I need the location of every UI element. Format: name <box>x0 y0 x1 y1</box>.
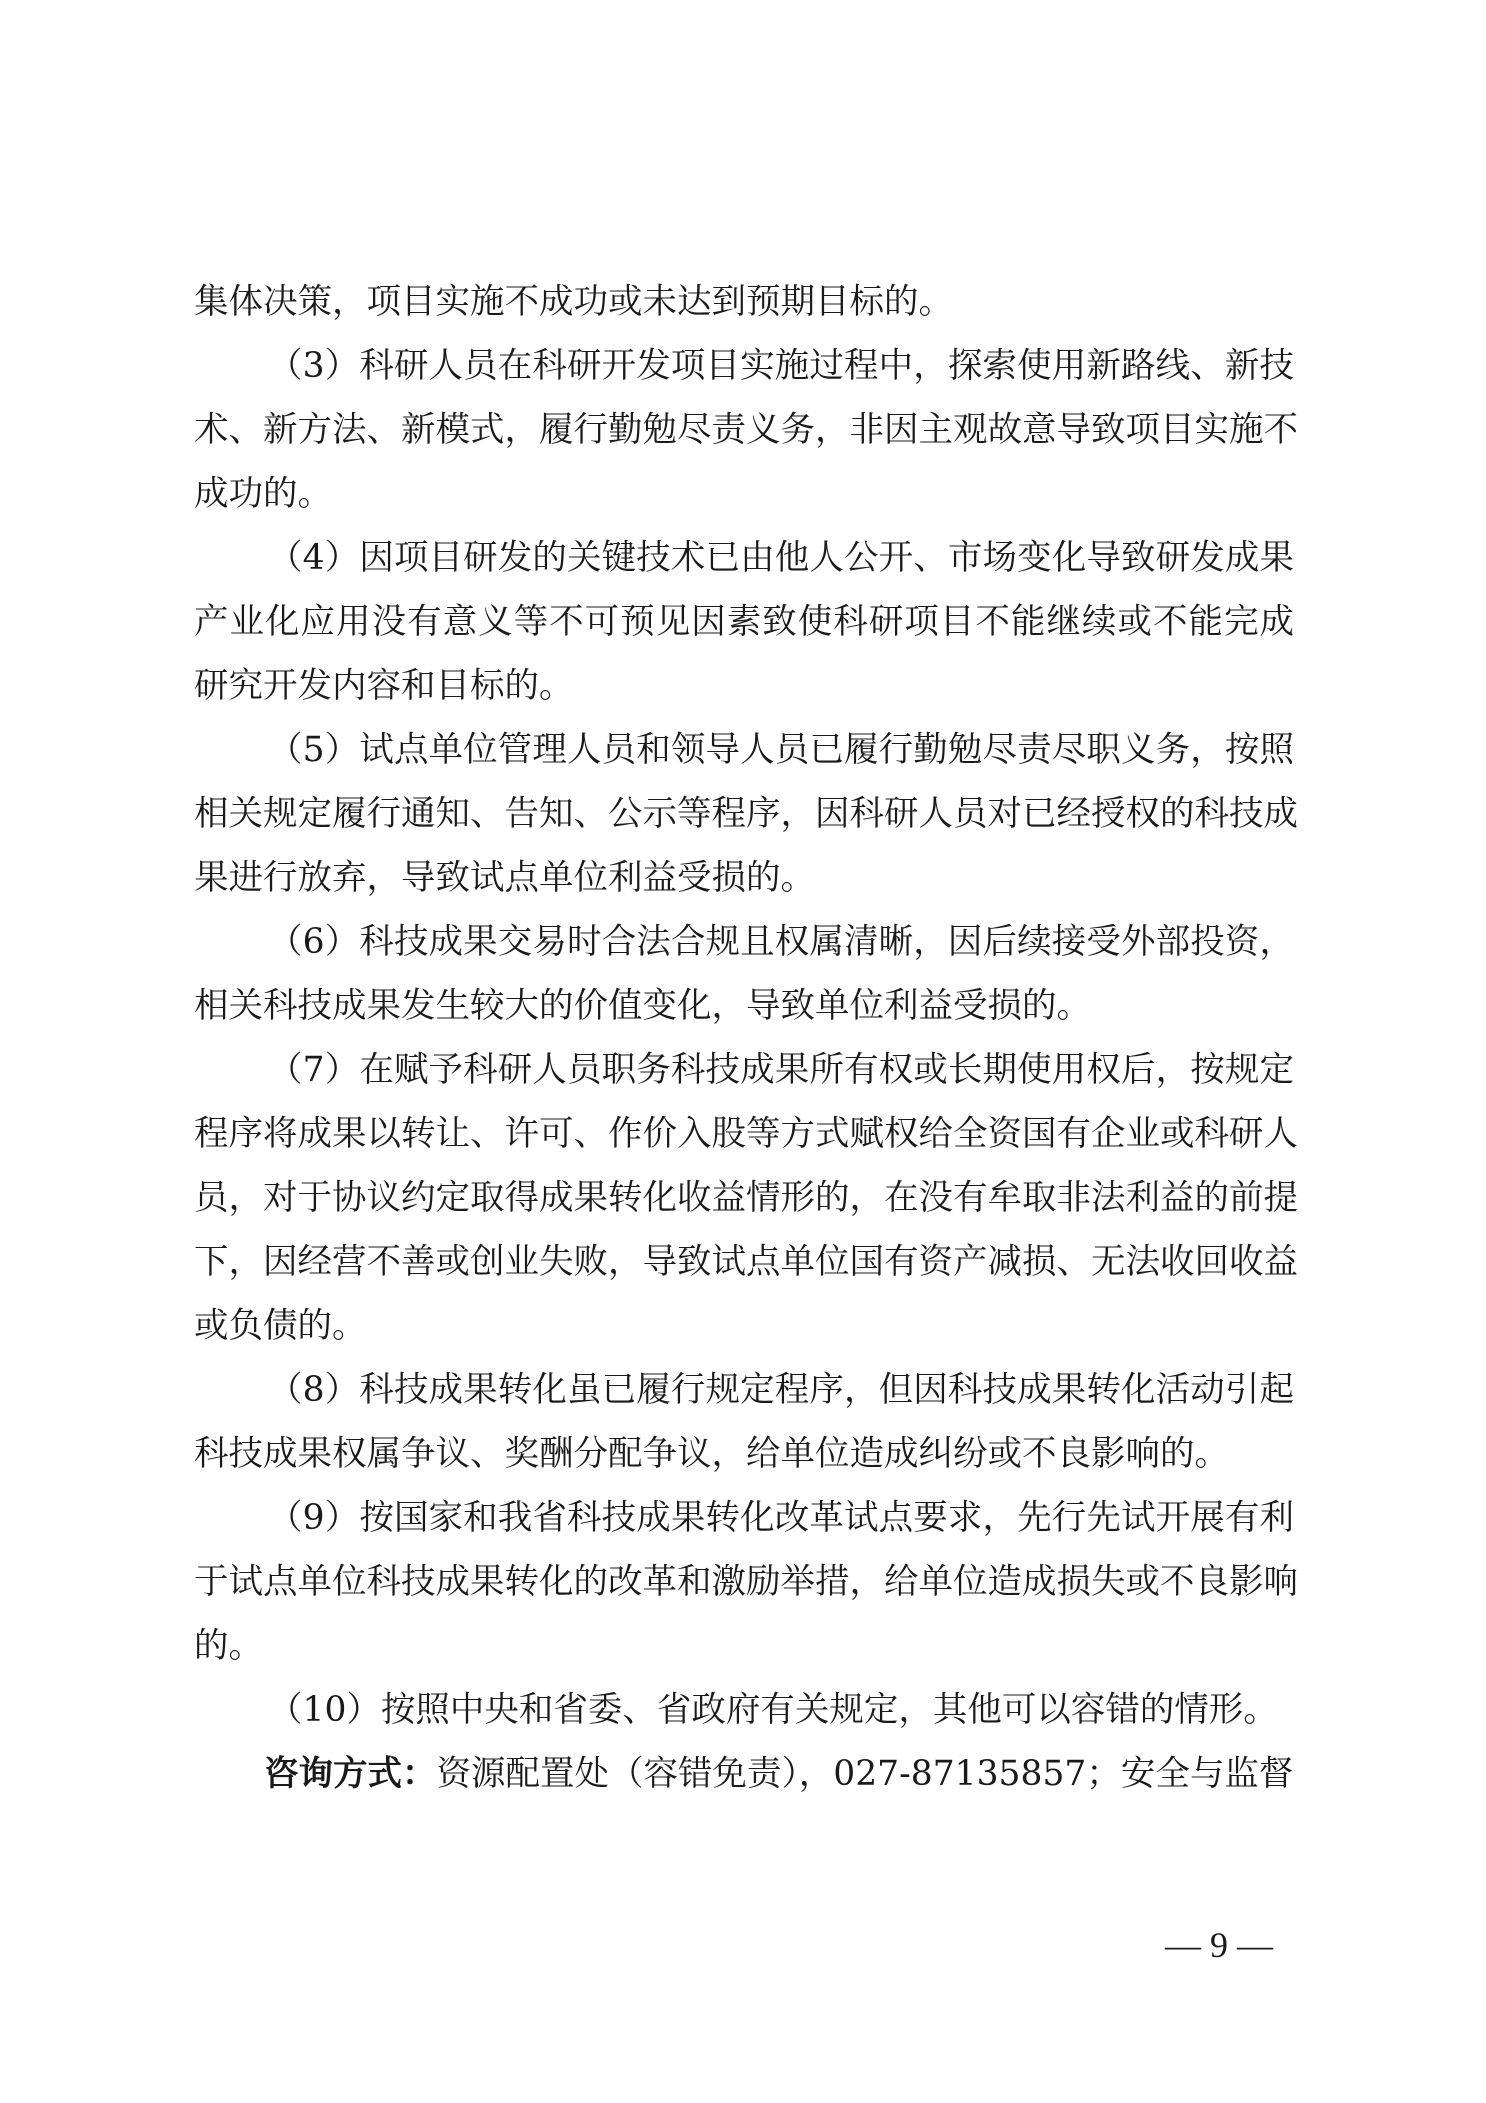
contact-text: 资源配置处（容错免责），027-87135857；安全与监督 <box>436 1754 1294 1794</box>
text-line: （9）按国家和我省科技成果转化改革试点要求，先行先试开展有利 <box>268 1498 1294 1538</box>
text-line: 相关规定履行通知、告知、公示等程序，因科研人员对已经授权的科技成 <box>194 794 1298 834</box>
text-line: （7）在赋予科研人员职务科技成果所有权或长期使用权后，按规定 <box>268 1050 1294 1090</box>
text-line: 集体决策，项目实施不成功或未达到预期目标的。 <box>194 282 953 322</box>
text-line: （10）按照中央和省委、省政府有关规定，其他可以容错的情形。 <box>268 1690 1278 1730</box>
text-line: 的。 <box>194 1626 263 1666</box>
text-line: 果进行放弃，导致试点单位利益受损的。 <box>194 858 815 898</box>
text-line: 员，对于协议约定取得成果转化收益情形的，在没有牟取非法利益的前提 <box>194 1178 1298 1218</box>
text-line: 研究开发内容和目标的。 <box>194 666 574 706</box>
contact-line <box>194 1742 1294 1806</box>
text-line: （4）因项目研发的关键技术已由他人公开、市场变化导致研发成果 <box>268 538 1294 578</box>
text-line: 相关科技成果发生较大的价值变化，导致单位利益受损的。 <box>194 986 1091 1026</box>
text-line: （6）科技成果交易时合法合规且权属清晰，因后续接受外部投资， <box>268 922 1294 962</box>
text-line: （3）科研人员在科研开发项目实施过程中，探索使用新路线、新技 <box>268 346 1294 386</box>
text-line: 产业化应用没有意义等不可预见因素致使科研项目不能继续或不能完成 <box>194 602 1294 642</box>
text-line: 程序将成果以转让、许可、作价入股等方式赋权给全资国有企业或科研人 <box>194 1114 1298 1154</box>
text-line: 或负债的。 <box>194 1306 367 1346</box>
text-line: （5）试点单位管理人员和领导人员已履行勤勉尽责尽职义务，按照 <box>268 730 1294 770</box>
text-line: （8）科技成果转化虽已履行规定程序，但因科技成果转化活动引起 <box>268 1370 1294 1410</box>
page-number: — 9 — <box>1165 1925 1273 1965</box>
text-line: 下，因经营不善或创业失败，导致试点单位国有资产减损、无法收回收益 <box>194 1242 1298 1282</box>
text-line: 科技成果权属争议、奖酬分配争议，给单位造成纠纷或不良影响的。 <box>194 1434 1229 1474</box>
text-line: 术、新方法、新模式，履行勤勉尽责义务，非因主观故意导致项目实施不 <box>194 410 1298 450</box>
text-line: 于试点单位科技成果转化的改革和激励举措，给单位造成损失或不良影响 <box>194 1562 1298 1602</box>
contact-label: 咨询方式： <box>264 1754 437 1794</box>
text-line: 成功的。 <box>194 474 332 514</box>
